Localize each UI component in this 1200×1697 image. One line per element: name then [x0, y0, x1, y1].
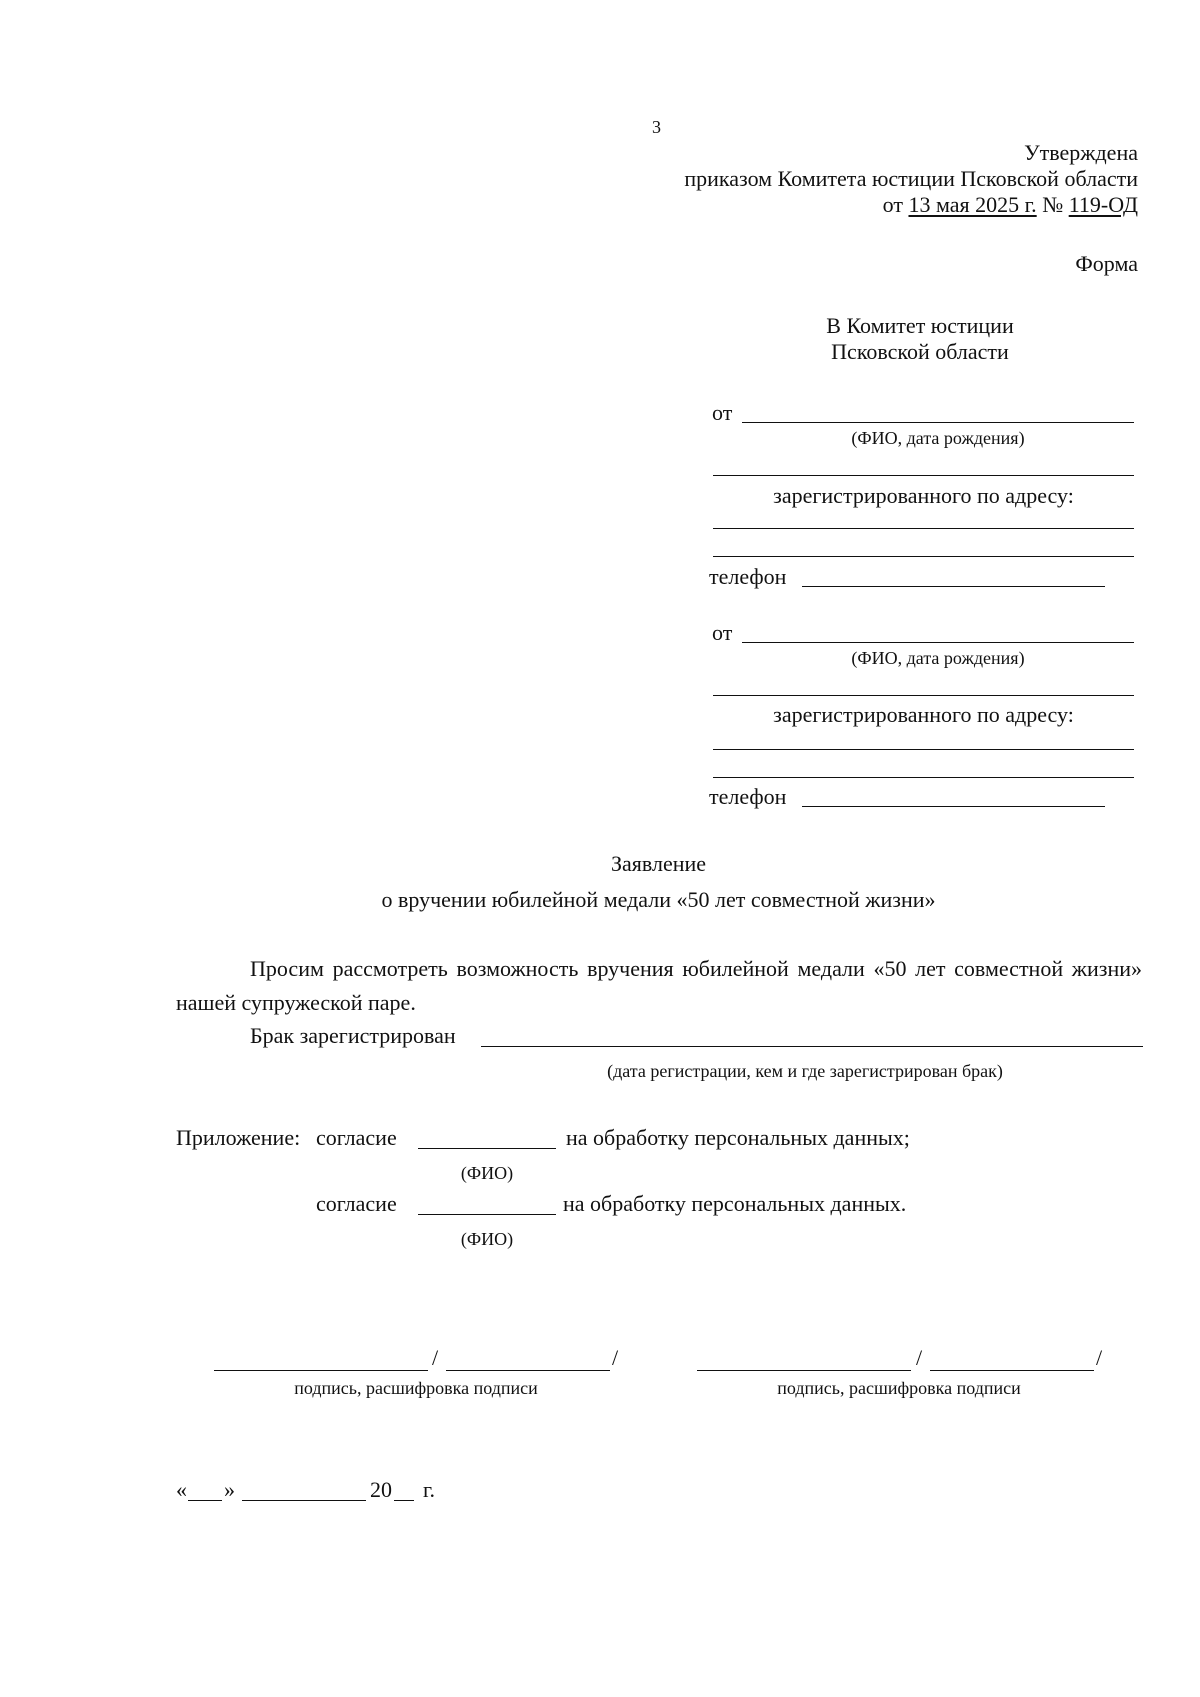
addressee-line-2: Псковской области: [831, 339, 1009, 364]
applicant-1-address-field-1[interactable]: [713, 528, 1134, 529]
signature-right-caption: подпись, расшифровка подписи: [777, 1378, 1021, 1398]
signature-right-slash-1: /: [916, 1345, 923, 1370]
approval-block: [538, 140, 1138, 218]
applicant-1-phone-field[interactable]: [802, 586, 1105, 587]
attachment-consent-1-fio-caption: (ФИО): [460, 1163, 514, 1183]
attachment-consent-1-word: согласие: [316, 1125, 397, 1150]
applicant-1-address-label: зарегистрированного по адресу:: [773, 483, 1074, 508]
date-year-suffix: г.: [423, 1477, 436, 1502]
addressee-block: [770, 313, 1070, 365]
attachment-consent-2-fio-caption: (ФИО): [460, 1229, 514, 1249]
statement-paragraph: Просим рассмотреть возможность вручения юбилейной медали «50 лет совместной жизни» нашей супружеской паре.: [176, 956, 1142, 1015]
date-close-quote: »: [224, 1477, 235, 1502]
applicant-2-address-field-1[interactable]: [713, 749, 1134, 750]
applicant-2-fio-caption: (ФИО, дата рождения): [851, 648, 1025, 668]
applicant-2-fio-field[interactable]: [742, 642, 1134, 643]
signature-right-slash-2: /: [1096, 1345, 1103, 1370]
applicant-2-fio-field-2[interactable]: [713, 695, 1134, 696]
signature-left-caption: подпись, расшифровка подписи: [294, 1378, 538, 1398]
addressee-line-1: В Комитет юстиции: [826, 313, 1014, 338]
signature-right-name-field[interactable]: [930, 1370, 1094, 1371]
date-open-quote: «: [176, 1477, 187, 1502]
approval-line-2: приказом Комитета юстиции Псковской области: [684, 166, 1138, 191]
signature-left-name-field[interactable]: [446, 1370, 610, 1371]
date-day-field[interactable]: [188, 1500, 222, 1501]
marriage-field[interactable]: [481, 1046, 1143, 1047]
marriage-caption: (дата регистрации, кем и где зарегистрирован брак): [607, 1061, 1003, 1081]
applicant-1-from-label: от: [712, 400, 733, 425]
marriage-label: Брак зарегистрирован: [250, 1023, 456, 1048]
approval-number-sign: №: [1042, 192, 1064, 217]
approval-line-3: [538, 192, 1138, 218]
signature-left-slash-1: /: [432, 1345, 439, 1370]
applicant-1-fio-field-2[interactable]: [713, 475, 1134, 476]
applicant-1-address-field-2[interactable]: [713, 556, 1134, 557]
attachment-consent-2-fio-field[interactable]: [418, 1214, 556, 1215]
statement-title: Заявление: [610, 851, 707, 876]
attachment-label: Приложение:: [176, 1125, 301, 1150]
approval-line-1: Утверждена: [1024, 140, 1138, 165]
approval-number: 119-ОД: [1068, 192, 1138, 217]
applicant-2-address-field-2[interactable]: [713, 777, 1134, 778]
signature-right-field[interactable]: [697, 1370, 911, 1371]
date-year-prefix: 20: [370, 1477, 392, 1502]
applicant-2-from-label: от: [712, 620, 733, 645]
applicant-1-phone-label: телефон: [709, 564, 787, 589]
statement-subtitle: о вручении юбилейной медали «50 лет совместной жизни»: [381, 887, 936, 912]
applicant-2-phone-label: телефон: [709, 784, 787, 809]
date-month-field[interactable]: [242, 1500, 366, 1501]
signature-left-slash-2: /: [612, 1345, 619, 1370]
applicant-1-fio-caption: (ФИО, дата рождения): [851, 428, 1025, 448]
date-year-field[interactable]: [394, 1500, 414, 1501]
form-label: Форма: [1075, 251, 1138, 276]
attachment-consent-2-word: согласие: [316, 1191, 397, 1216]
approval-from-prefix: от: [882, 192, 903, 217]
attachment-consent-1-suffix: на обработку персональных данных;: [566, 1125, 910, 1150]
attachment-consent-2-suffix: на обработку персональных данных.: [563, 1191, 907, 1216]
approval-date: 13 мая 2025 г.: [908, 192, 1037, 217]
applicant-2-phone-field[interactable]: [802, 806, 1105, 807]
signature-left-field[interactable]: [214, 1370, 428, 1371]
applicant-2-address-label: зарегистрированного по адресу:: [773, 702, 1074, 727]
attachment-consent-1-fio-field[interactable]: [418, 1148, 556, 1149]
applicant-1-fio-field[interactable]: [742, 422, 1134, 423]
page-number: 3: [652, 117, 661, 137]
